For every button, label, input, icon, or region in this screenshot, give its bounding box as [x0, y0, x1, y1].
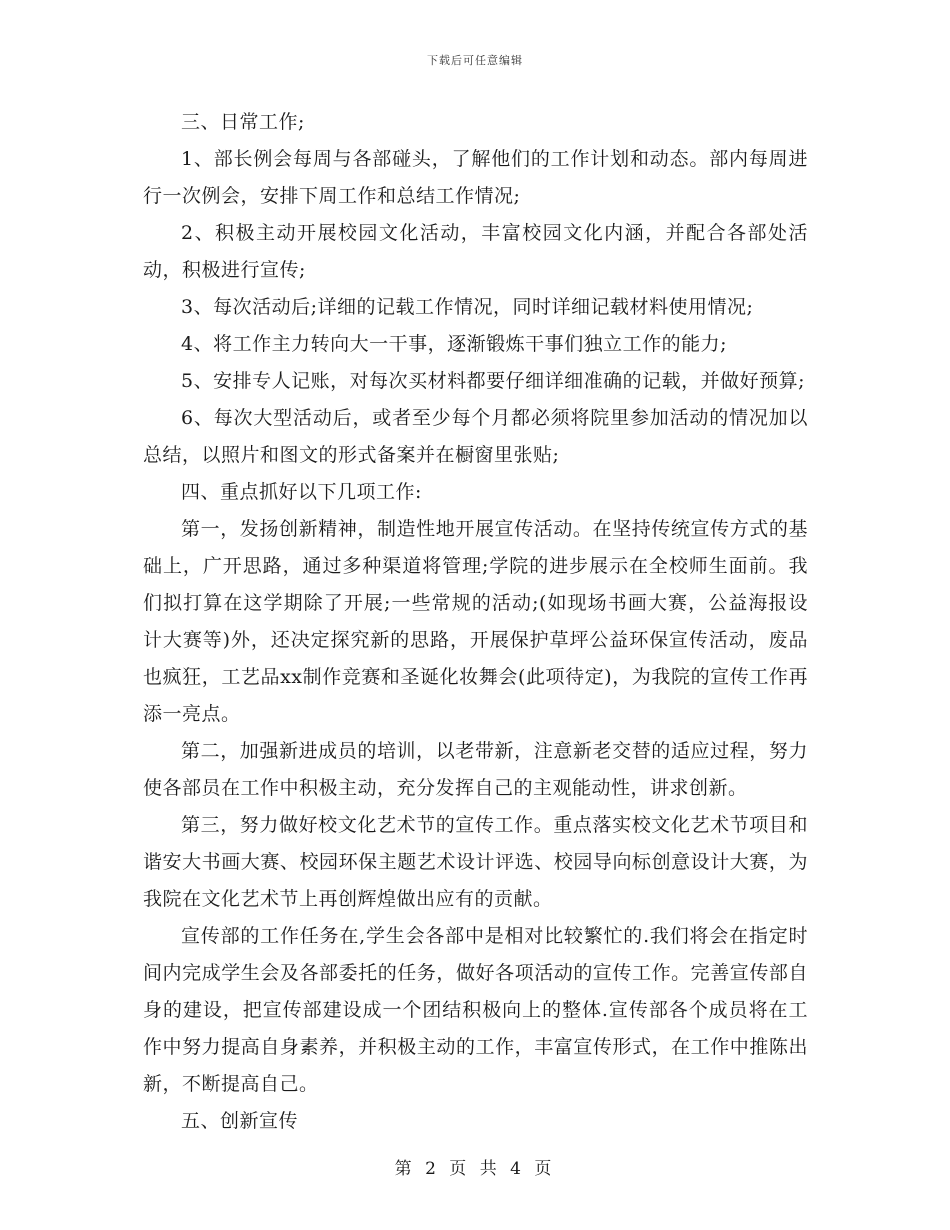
paragraph-item-3: 3、每次活动后;详细的记载工作情况，同时详细记载材料使用情况;: [181, 296, 754, 318]
section-heading-key-work: 四、重点抓好以下几项工作:: [181, 481, 422, 503]
paragraph-item-6: 6、每次大型活动后，或者至少每个月都必须将院里参加活动的情况加以总结，以照片和图文的形式备案并在橱窗里张贴;: [143, 407, 808, 466]
paragraph-first: 第一，发扬创新精神，制造性地开展宣传活动。在坚持传统宣传方式的基础上，广开思路，通过多种渠道将管理;学院的进步展示在全校师生面前。我们拟打算在这学期除了开展;一些常规的活动;(如现场书画大赛，公益海报设计大赛等)外，还决定探究新的思路，开展保护草坪公益环保宣传活动，废品也疯狂，工艺品xx制作竞赛和圣诞化妆舞会(此项待定)，为我院的宣传工作再添一亮点。: [143, 518, 808, 725]
page-number: 第 2 页 共 4 页: [394, 1159, 556, 1179]
download-edit-note: 下载后可任意编辑: [427, 54, 523, 67]
paragraph-second: 第二，加强新进成员的培训，以老带新，注意新老交替的适应过程，努力使各部员在工作中积极主动，充分发挥自己的主观能动性，讲求创新。: [143, 740, 808, 799]
paragraph-item-5: 5、安排专人记账，对每次买材料都要仔细详细准确的记载，并做好预算;: [181, 370, 805, 392]
paragraph-third: 第三，努力做好校文化艺术节的宣传工作。重点落实校文化艺术节项目和谐安大书画大赛、校园环保主题艺术设计评选、校园导向标创意设计大赛，为我院在文化艺术节上再创辉煌做出应有的贡献。: [143, 814, 808, 910]
paragraph-item-1: 1、部长例会每周与各部碰头，了解他们的工作计划和动态。部内每周进行一次例会，安排下周工作和总结工作情况;: [143, 148, 808, 207]
section-heading-daily-work: 三、日常工作;: [181, 111, 305, 133]
paragraph-item-2: 2、积极主动开展校园文化活动，丰富校园文化内涵，并配合各部处活动，积极进行宣传;: [143, 222, 808, 281]
paragraph-item-4: 4、将工作主力转向大一干事，逐渐锻炼干事们独立工作的能力;: [181, 333, 727, 355]
paragraph-summary: 宣传部的工作任务在,学生会各部中是相对比较繁忙的.我们将会在指定时间内完成学生会及各部委托的任务，做好各项活动的宣传工作。完善宣传部自身的建设，把宣传部建设成一个团结积极向上的整体.宣传部各个成员将在工作中努力提高自身素养，并积极主动的工作，丰富宣传形式，在工作中推陈出新，不断提高自己。: [143, 925, 808, 1095]
section-heading-innovation: 五、创新宣传: [181, 1110, 299, 1132]
document-body: [143, 104, 808, 1140]
